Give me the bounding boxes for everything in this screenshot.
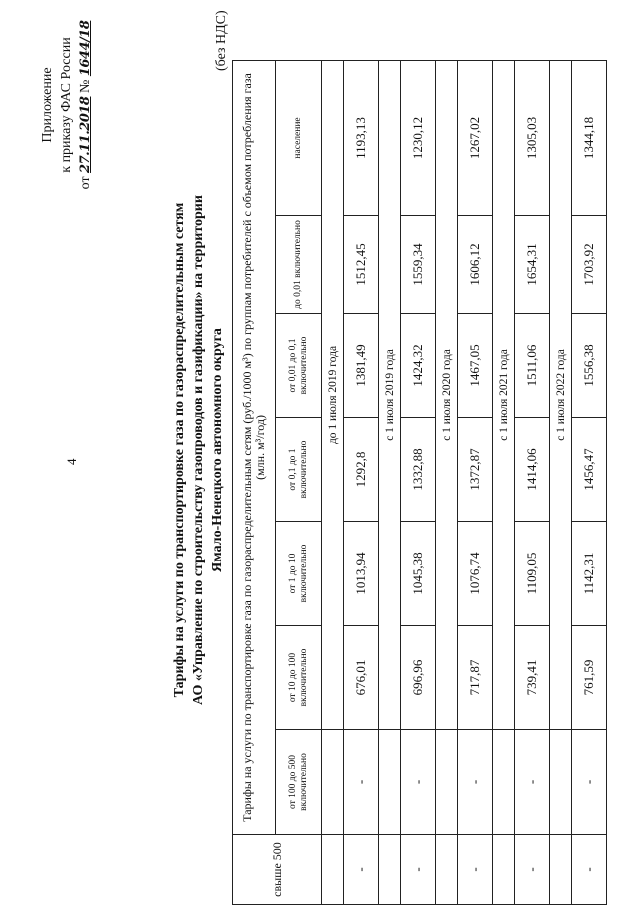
table-cell: 1559,34 <box>401 216 436 314</box>
table-cell: 1344,18 <box>572 60 607 215</box>
table-cell: 1467,05 <box>458 314 493 418</box>
period-label: с 1 июля 2021 года <box>493 60 515 729</box>
table-cell: 1424,32 <box>401 314 436 418</box>
table-cell: 1076,74 <box>458 522 493 626</box>
table-cell: 1372,87 <box>458 418 493 522</box>
group-header: Тарифы на услуги по транспортировке газа по газораспределительным сетям (руб./1000 м³) по группам потребителей с объемом потребления газа (млн. м³/год) <box>233 60 276 834</box>
table-cell: 761,59 <box>572 626 607 730</box>
table-cell: 1267,02 <box>458 60 493 215</box>
title-line-2: АО «Управление по строительству газопроводов и газификации» на территории <box>191 195 206 705</box>
table-cell: - <box>401 835 436 905</box>
table-row <box>572 60 607 904</box>
table-cell: 1305,03 <box>515 60 550 215</box>
vat-note: (без НДС) <box>214 10 229 71</box>
table-cell: 676,01 <box>344 626 379 730</box>
title-line-1: Тарифы на услуги по транспортировке газа по газораспределительным сетям <box>172 202 187 698</box>
table-cell: - <box>344 730 379 835</box>
table-cell: - <box>572 835 607 905</box>
period-label: с 1 июля 2020 года <box>436 60 458 729</box>
page-number: 4 <box>64 458 79 465</box>
table-cell: 1142,31 <box>572 522 607 626</box>
table-cell: 1703,92 <box>572 216 607 314</box>
col-header: от 10 до 100 включительно <box>276 626 322 730</box>
table-row <box>401 60 436 904</box>
table-cell: 739,41 <box>515 626 550 730</box>
date-prefix: от <box>78 176 93 190</box>
table-cell: - <box>344 835 379 905</box>
table-cell: 1512,45 <box>344 216 379 314</box>
number-prefix: № <box>78 79 93 94</box>
table-cell: - <box>515 835 550 905</box>
table-row <box>515 60 550 904</box>
table-row <box>344 60 379 904</box>
table-cell: 1414,06 <box>515 418 550 522</box>
appendix-block <box>38 5 95 205</box>
table-cell: 1045,38 <box>401 522 436 626</box>
appendix-line-1: Приложение <box>40 67 55 143</box>
col-header: население <box>276 60 322 215</box>
table-cell: 1193,13 <box>344 60 379 215</box>
col-header: от 1 до 10 включительно <box>276 522 322 626</box>
title-line-3: Ямало-Ненецкого автономного округа <box>210 328 225 572</box>
period-label: с 1 июля 2019 года <box>379 60 401 729</box>
appendix-line-2: к приказу ФАС России <box>59 37 74 173</box>
handwritten-number: 1644/18 <box>78 20 93 77</box>
table-cell: - <box>401 730 436 835</box>
table-cell: 696,96 <box>401 626 436 730</box>
table-cell: 717,87 <box>458 626 493 730</box>
table-cell: - <box>458 730 493 835</box>
col-header: свыше 500 <box>233 835 322 905</box>
table-cell: 1606,12 <box>458 216 493 314</box>
period-label: до 1 июля 2019 года <box>322 60 344 729</box>
table-cell: - <box>515 730 550 835</box>
table-cell: 1332,88 <box>401 418 436 522</box>
table-cell: 1511,06 <box>515 314 550 418</box>
table-cell: 1109,05 <box>515 522 550 626</box>
table-cell: 1654,31 <box>515 216 550 314</box>
table-cell: 1456,47 <box>572 418 607 522</box>
table-cell: 1292,8 <box>344 418 379 522</box>
document-title <box>170 130 227 770</box>
table-cell: - <box>458 835 493 905</box>
col-header: от 0,01 до 0,1 включительно <box>276 314 322 418</box>
table-cell: 1013,94 <box>344 522 379 626</box>
appendix-date-line <box>76 5 95 205</box>
table-cell: 1556,38 <box>572 314 607 418</box>
table-row <box>458 60 493 904</box>
table-cell: 1230,12 <box>401 60 436 215</box>
col-header: до 0,01 включительно <box>276 216 322 314</box>
tariff-table <box>232 60 607 905</box>
period-label: с 1 июля 2022 года <box>550 60 572 729</box>
handwritten-date: 27.11.2018 <box>78 96 93 173</box>
table-cell: - <box>572 730 607 835</box>
col-header: от 0,1 до 1 включительно <box>276 418 322 522</box>
table-cell: 1381,49 <box>344 314 379 418</box>
col-header: от 100 до 500 включительно <box>276 730 322 835</box>
